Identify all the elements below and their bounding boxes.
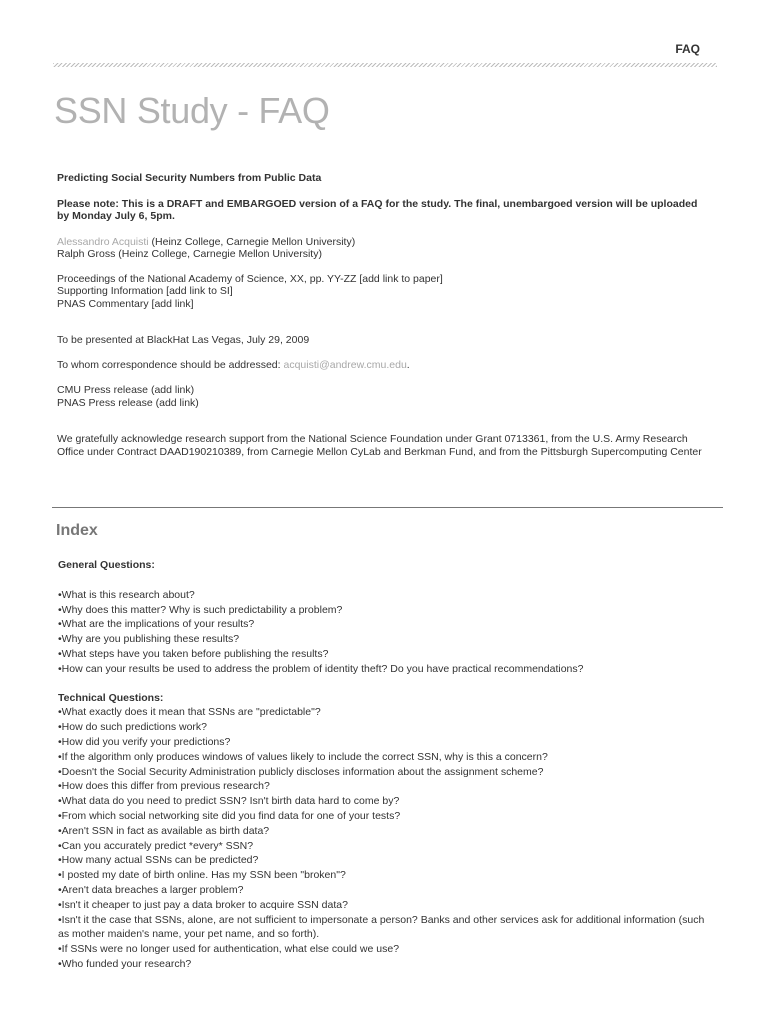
correspondence-suffix: . (406, 358, 410, 371)
general-questions-list (58, 588, 718, 677)
general-question-item: •What are the implications of your results? (58, 618, 255, 631)
study-subtitle: Predicting Social Security Numbers from Public Data (57, 172, 322, 184)
technical-question-item: •Doesn't the Social Security Administration publicly discloses information about the assignment scheme? (58, 765, 544, 778)
section-divider (52, 507, 723, 508)
technical-question-item: •Aren't SSN in fact as available as birth data? (58, 824, 270, 837)
technical-question-item: •If SSNs were no longer used for authentication, what else could we use? (58, 943, 400, 956)
header-hatched-rule (53, 63, 717, 67)
technical-questions-heading: Technical Questions: (58, 691, 164, 704)
technical-questions-list (58, 705, 718, 971)
draft-note: Please note: This is a DRAFT and EMBARGOED version of a FAQ for the study. The final, unembargoed version will be uploaded by Monday July 6, 5pm. (57, 197, 698, 222)
correspondence-prefix: To whom correspondence should be addressed: (57, 358, 284, 371)
technical-question-item: •If the algorithm only produces windows of values likely to include the correct SSN, why is this a concern? (58, 750, 548, 763)
technical-question-item: •Isn't it cheaper to just pay a data broker to acquire SSN data? (58, 898, 348, 911)
correspondence-email-link[interactable]: acquisti@andrew.cmu.edu (283, 358, 407, 371)
pnas-press-release-line: PNAS Press release (add link) (57, 396, 199, 409)
general-question-item: •What is this research about? (58, 588, 195, 601)
cmu-press-release-line: CMU Press release (add link) (57, 384, 195, 396)
technical-question-item: •Isn't it the case that SSNs, alone, are not sufficient to impersonate a person? Banks and other services ask for additional information (such as mother maiden's name, your pet name, and so forth). (58, 913, 705, 941)
proceedings-line: Proceedings of the National Academy of Science, XX, pp. YY-ZZ [add link to paper] (57, 272, 443, 285)
author-line-1 (57, 236, 707, 249)
author-acquisti-link[interactable]: Alessandro Acquisti (57, 235, 149, 248)
technical-question-item: •How do such predictions work? (58, 721, 207, 734)
technical-question-item: •Aren't data breaches a larger problem? (58, 883, 244, 896)
technical-question-item: •Can you accurately predict *every* SSN? (58, 839, 254, 852)
presented-line: To be presented at BlackHat Las Vegas, July 29, 2009 (57, 334, 310, 346)
technical-question-item: •Who funded your research? (58, 957, 192, 970)
general-question-item: •Why does this matter? Why is such predictability a problem? (58, 603, 343, 616)
correspondence-line (57, 359, 707, 372)
pnas-commentary-line: PNAS Commentary [add link] (57, 297, 194, 310)
technical-question-item: •How did you verify your predictions? (58, 735, 231, 748)
general-question-item: •Why are you publishing these results? (58, 633, 240, 646)
index-section (58, 558, 718, 972)
intro-section (57, 172, 707, 458)
technical-question-item: •How does this differ from previous research? (58, 780, 270, 793)
acknowledgment-paragraph: We gratefully acknowledge research support from the National Science Foundation under Grant 0713361, from the U.S. Army Research Office under Contract DAAD190210389, from Carnegie Mellon CyLab and Berkman Fund, and from the Pittsburgh Supercomputing Center (57, 433, 702, 458)
index-title: Index (56, 522, 98, 539)
header-faq-label: FAQ (675, 42, 700, 56)
general-question-item: •What steps have you taken before publishing the results? (58, 647, 329, 660)
technical-question-item: •From which social networking site did you find data for one of your tests? (58, 809, 401, 822)
technical-question-item: •I posted my date of birth online. Has my SSN been "broken"? (58, 869, 346, 882)
technical-question-item: •What data do you need to predict SSN? Isn't birth data hard to come by? (58, 795, 400, 808)
general-questions-heading: General Questions: (58, 559, 155, 571)
supporting-info-line: Supporting Information [add link to SI] (57, 285, 233, 297)
author-line-2: Ralph Gross (Heinz College, Carnegie Mellon University) (57, 248, 322, 260)
technical-question-item: •How many actual SSNs can be predicted? (58, 854, 259, 867)
page-title: SSN Study - FAQ (54, 90, 330, 131)
technical-question-item: •What exactly does it mean that SSNs are "predictable"? (58, 706, 321, 719)
author-acquisti-affiliation: (Heinz College, Carnegie Mellon University) (148, 235, 356, 248)
general-question-item: •How can your results be used to address the problem of identity theft? Do you have practical recommendations? (58, 662, 584, 675)
